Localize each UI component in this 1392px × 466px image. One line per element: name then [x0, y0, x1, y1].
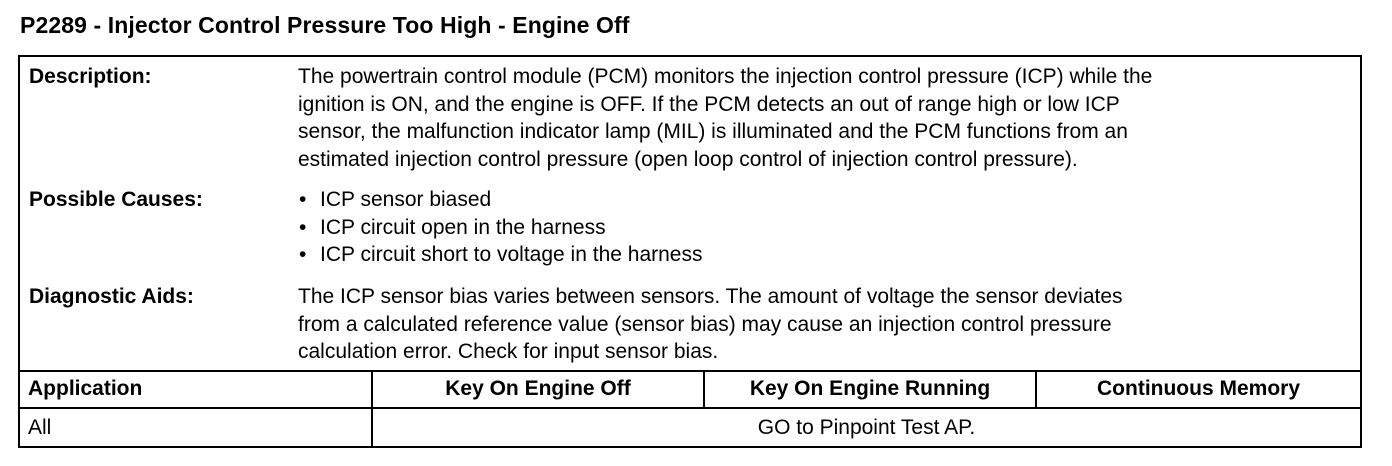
description-line: estimated injection control pressure (open loop control of injection control pressure). — [298, 147, 1078, 171]
table-header-koer: Key On Engine Running — [749, 377, 991, 400]
diagnostic-aids-text — [298, 283, 1340, 366]
table-header-continuous-memory: Continuous Memory — [1097, 377, 1300, 400]
description-line: The powertrain control module (PCM) monitors the injection control pressure (ICP) while the — [298, 65, 1153, 88]
description-line: ignition is ON, and the engine is OFF. If the PCM detects an out of range high or low ICP — [298, 92, 1120, 116]
list-item: • ICP sensor biased — [298, 186, 1340, 214]
list-item: • ICP circuit open in the harness — [298, 214, 1340, 242]
table-cell-action: GO to Pinpoint Test AP. — [757, 416, 976, 439]
diagnostic-aids-line: from a calculated reference value (sensor bias) may cause an injection control pressure — [298, 312, 1112, 336]
table-cell-application: All — [28, 416, 52, 439]
table-header-application: Application — [28, 377, 143, 400]
possible-causes-label: Possible Causes: — [29, 188, 203, 211]
page-title: P2289 - Injector Control Pressure Too High - Engine Off — [20, 12, 630, 38]
diagnostic-aids-line: The ICP sensor bias varies between sensors. The amount of voltage the sensor deviates — [298, 285, 1123, 308]
possible-causes-list — [298, 186, 1340, 269]
description-label: Description: — [29, 65, 152, 88]
description-line: sensor, the malfunction indicator lamp (MIL) is illuminated and the PCM functions from an — [298, 120, 1128, 143]
dtc-info-box — [18, 55, 1362, 448]
description-text — [298, 63, 1340, 173]
diagnostic-aids-line: calculation error. Check for input sensor bias. — [298, 340, 719, 363]
table-header-koeo: Key On Engine Off — [445, 377, 631, 400]
table-row-divider — [20, 407, 1360, 409]
list-item: • ICP circuit short to voltage in the harness — [298, 241, 1340, 269]
diagnostic-aids-label: Diagnostic Aids: — [29, 285, 194, 308]
